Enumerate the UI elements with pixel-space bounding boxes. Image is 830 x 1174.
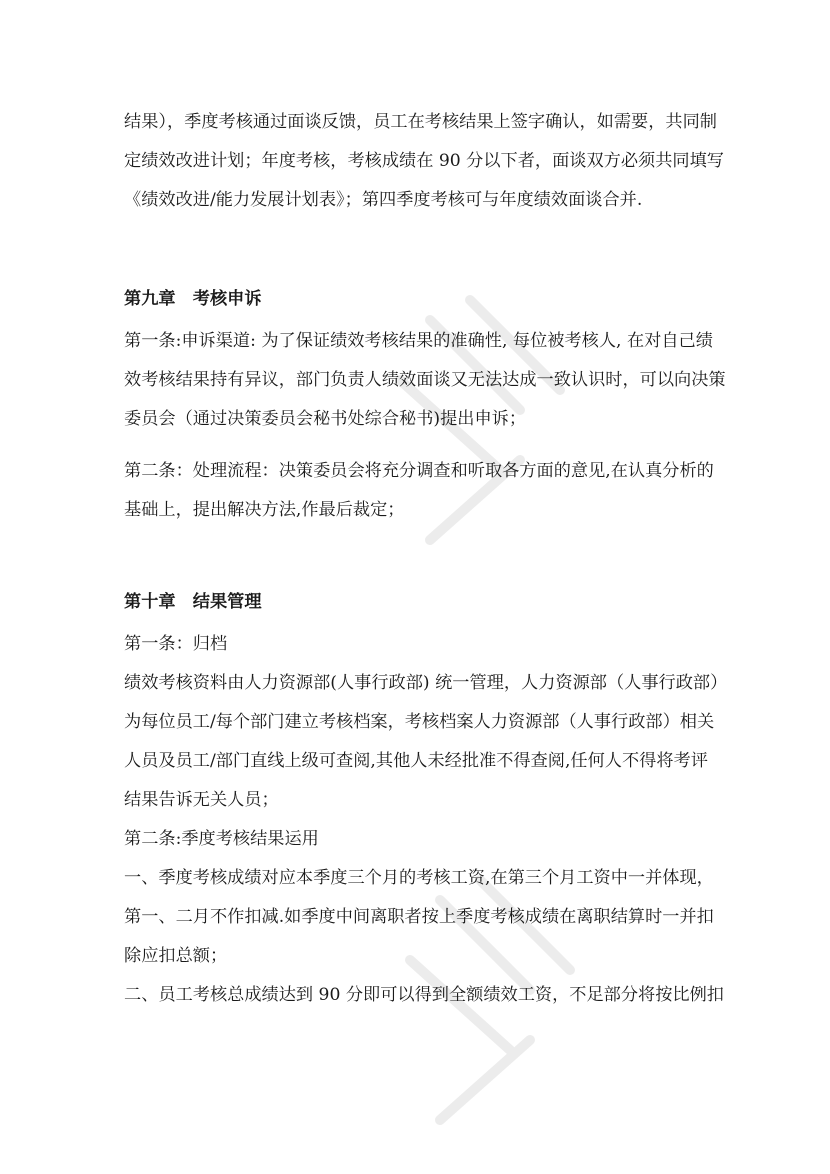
text-line: 一、季度考核成绩对应本季度三个月的考核工资,在第三个月工资中一并体现， <box>124 868 714 888</box>
text-line: 结果），季度考核通过面谈反馈，员工在考核结果上签字确认，如需要，共同制 <box>124 112 717 132</box>
text-line: 绩效考核资料由人力资源部(人事行政部) 统一管理，人力资源部（人事行政部） <box>124 673 728 693</box>
article-title: 第一条：归档 <box>124 634 228 654</box>
text-line: 委员会（通过决策委员会秘书处综合秘书)提出申诉； <box>124 409 527 429</box>
text-line: 第二条：处理流程：决策委员会将充分调查和听取各方面的意见,在认真分析的 <box>124 461 714 481</box>
text-line: 第一、二月不作扣减.如季度中间离职者按上季度考核成绩在离职结算时一并扣 <box>124 907 714 927</box>
chapter-9-heading-block <box>124 280 714 319</box>
text-line: 第一条:申诉渠道: 为了保证绩效考核结果的准确性, 每位被考核人, 在对自己绩 <box>124 331 713 351</box>
chapter-10-heading-block <box>124 583 714 622</box>
text-line: 二、员工考核总成绩达到 90 分即可以得到全额绩效工资，不足部分将按比例扣 <box>124 985 724 1005</box>
text-line: 除应扣总额； <box>124 946 228 966</box>
chapter-9-title: 第九章 考核申诉 <box>124 289 262 309</box>
text-line: 定绩效改进计划；年度考核，考核成绩在 90 分以下者，面谈双方必须共同填写 <box>124 151 724 171</box>
text-line: 结果告诉无关人员； <box>124 790 279 810</box>
intro-paragraph <box>124 103 724 220</box>
chapter-9-article-2 <box>124 452 714 530</box>
chapter-9-article-1 <box>124 322 726 439</box>
text-line: 基础上，提出解决方法,作最后裁定； <box>124 500 405 520</box>
text-line: 《绩效改进/能力发展计划表》；第四季度考核可与年度绩效面谈合并. <box>124 190 643 210</box>
text-line: 为每位员工/每个部门建立考核档案，考核档案人力资源部（人事行政部）相关 <box>124 712 715 732</box>
text-line: 效考核结果持有异议，部门负责人绩效面谈又无法达成一致认识时，可以向决策 <box>124 370 726 390</box>
text-line: 人员及员工/部门直线上级可查阅,其他人未经批准不得查阅,任何人不得将考评 <box>124 751 708 771</box>
article-title: 第二条:季度考核结果运用 <box>124 829 319 849</box>
chapter-10-title: 第十章 结果管理 <box>124 592 262 612</box>
chapter-10-article-1 <box>124 625 728 1015</box>
